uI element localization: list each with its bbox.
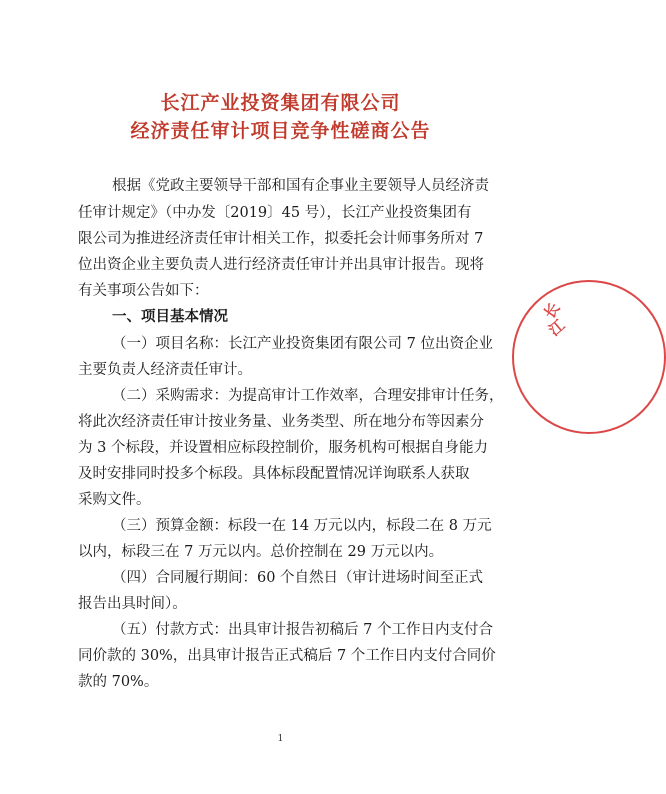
document-title-line-2: 经济责任审计项目竞争性磋商公告 <box>130 120 431 142</box>
paragraph-line: 位出资企业主要负责人进行经济责任审计并出具审计报告。现将 <box>78 257 484 273</box>
item-line: 报告出具时间）。 <box>78 596 187 612</box>
paragraph-line: 根据《党政主要领导干部和国有企事业主要领导人员经济责 <box>112 178 489 194</box>
section-heading: 一、项目基本情况 <box>112 309 228 325</box>
item-line: （三）预算金额：标段一在 14 万元以内，标段二在 8 万元 <box>112 518 492 534</box>
item-line: （四）合同履行期间：60 个自然日（审计进场时间至正式 <box>112 570 484 586</box>
paragraph-line: 限公司为推进经济责任审计相关工作，拟委托会计师事务所对 7 <box>78 231 484 247</box>
seal-ring <box>512 280 666 434</box>
item-line: 及时安排同时投多个标段。具体标段配置情况详询联系人获取 <box>78 466 470 482</box>
item-line: 将此次经济责任审计按业务量、业务类型、所在地分布等因素分 <box>78 414 484 430</box>
item-line: 采购文件。 <box>78 492 151 508</box>
item-line: （二）采购需求：为提高审计工作效率，合理安排审计任务， <box>112 388 504 404</box>
paragraph-line: 有关事项公告如下： <box>78 283 209 299</box>
paragraph-line: 任审计规定》（中办发〔2019〕45 号），长江产业投资集团有 <box>78 205 472 221</box>
item-line: （一）项目名称：长江产业投资集团有限公司 7 位出资企业 <box>112 336 493 352</box>
item-line: 为 3 个标段，并设置相应标段控制价，服务机构可根据自身能力 <box>78 440 488 456</box>
item-line: 以内，标段三在 7 万元以内。总价控制在 29 万元以内。 <box>78 544 444 560</box>
page-number: 1 <box>277 734 284 744</box>
document-title-line-1: 长江产业投资集团有限公司 <box>160 92 401 114</box>
seal-char: 长 <box>540 299 564 323</box>
item-line: 主要负责人经济责任审计。 <box>78 362 252 378</box>
item-line: 同价款的 30%，出具审计报告正式稿后 7 个工作日内支付合同价 <box>78 648 496 664</box>
item-line: （五）付款方式：出具审计报告初稿后 7 个工作日内支付合 <box>112 622 493 638</box>
seal-char: 江 <box>545 316 569 340</box>
item-line: 款的 70%。 <box>78 674 159 690</box>
